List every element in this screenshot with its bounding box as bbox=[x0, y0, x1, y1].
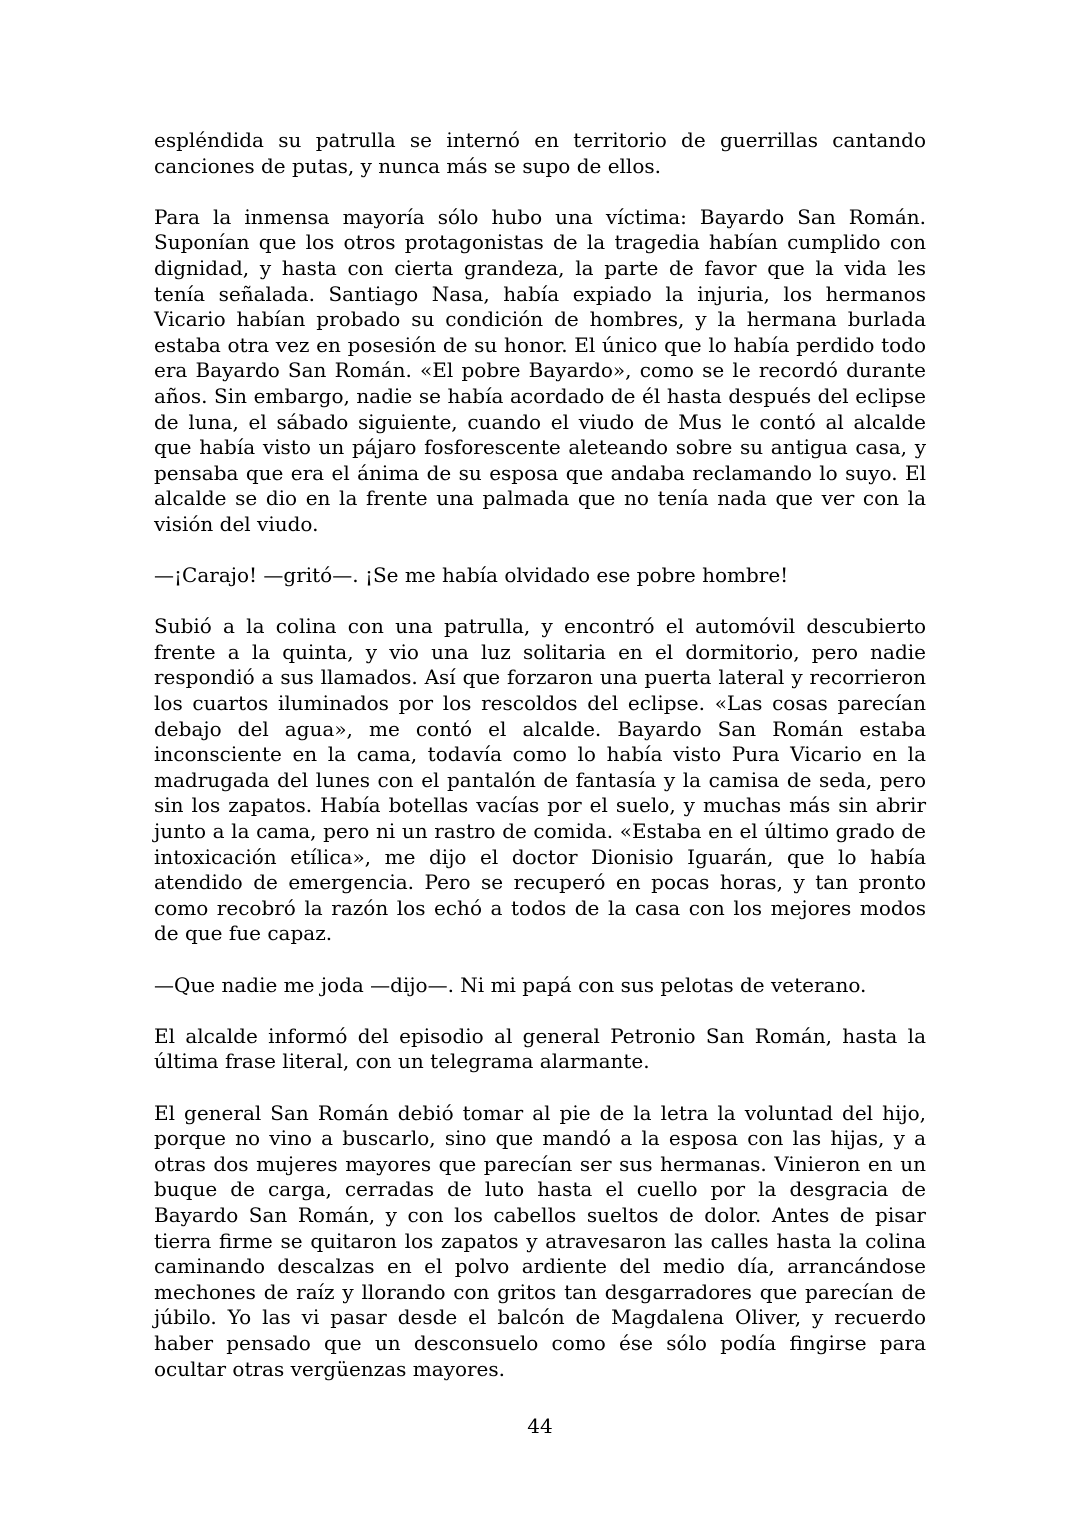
dialogue-2: —Que nadie me joda —dijo—. Ni mi papá con sus pelotas de veterano. bbox=[154, 972, 867, 997]
paragraph-2: Para la inmensa mayoría sólo hubo una víctima: Bayardo San Román. Suponían que los otros protagonistas de la tragedia habían cumplido con dignidad, y hasta con cierta grandeza, la parte de favor que la vida les tenía señalada. Santiago Nasa, había expiado la injuria, los hermanos Vicario habían probado su condición de hombres, y la hermana burlada estaba otra vez en posesión de su honor. El único que lo había perdido todo era Bayardo San Román. «El pobre Bayardo», como se le recordó durante años. Sin embargo, nadie se había acordado de él hasta después del eclipse de luna, el sábado siguiente, cuando el viudo de Mus le contó al alcalde que había visto un pájaro fosforescente aleteando sobre su antigua casa, y pensaba que era el ánima de su esposa que andaba reclamando lo suyo. El alcalde se dio en la frente una palmada que no tenía nada que ver con la visión del viudo. bbox=[154, 204, 926, 536]
page-number: 44 bbox=[527, 1414, 553, 1438]
page-body bbox=[154, 128, 926, 1408]
paragraph-1: espléndida su patrulla se internó en territorio de guerrillas cantando canciones de putas, y nunca más se supo de ellos. bbox=[154, 128, 926, 178]
paragraph-5: El general San Román debió tomar al pie de la letra la voluntad del hijo, porque no vino a buscarlo, sino que mandó a la esposa con las hijas, y a otras dos mujeres mayores que parecían ser sus hermanas. Vinieron en un buque de carga, cerradas de luto hasta el cuello por la desgracia de Bayardo San Román, y con los cabellos sueltos de dolor. Antes de pisar tierra firme se quitaron los zapatos y atravesaron las calles hasta la colina caminando descalzas en el polvo ardiente del medio día, arrancándose mechones de raíz y llorando con gritos tan desgarradores que parecían de júbilo. Yo las vi pasar desde el balcón de Magdalena Oliver, y recuerdo haber pensado que un desconsuelo como ése sólo podía fingirse para ocultar otras vergüenzas mayores. bbox=[154, 1100, 926, 1381]
paragraph-3: Subió a la colina con una patrulla, y encontró el automóvil descubierto frente a la quinta, y vio una luz solitaria en el dormitorio, pero nadie respondió a sus llamados. Así que forzaron una puerta lateral y recorrieron los cuartos iluminados por los rescoldos del eclipse. «Las cosas parecían debajo del agua», me contó el alcalde. Bayardo San Román estaba inconsciente en la cama, todavía como lo había visto Pura Vicario en la madrugada del lunes con el pantalón de fantasía y la camisa de seda, pero sin los zapatos. Había botellas vacías por el suelo, y muchas más sin abrir junto a la cama, pero ni un rastro de comida. «Estaba en el último grado de intoxicación etílica», me dijo el doctor Dionisio Iguarán, que lo había atendido de emergencia. Pero se recuperó en pocas horas, y tan pronto como recobró la razón los echó a todos de la casa con los mejores modos de que fue capaz. bbox=[154, 614, 926, 946]
paragraph-4: El alcalde informó del episodio al general Petronio San Román, hasta la última frase literal, con un telegrama alarmante. bbox=[154, 1023, 926, 1074]
dialogue-1: —¡Carajo! —gritó—. ¡Se me había olvidado ese pobre hombre! bbox=[154, 563, 789, 588]
